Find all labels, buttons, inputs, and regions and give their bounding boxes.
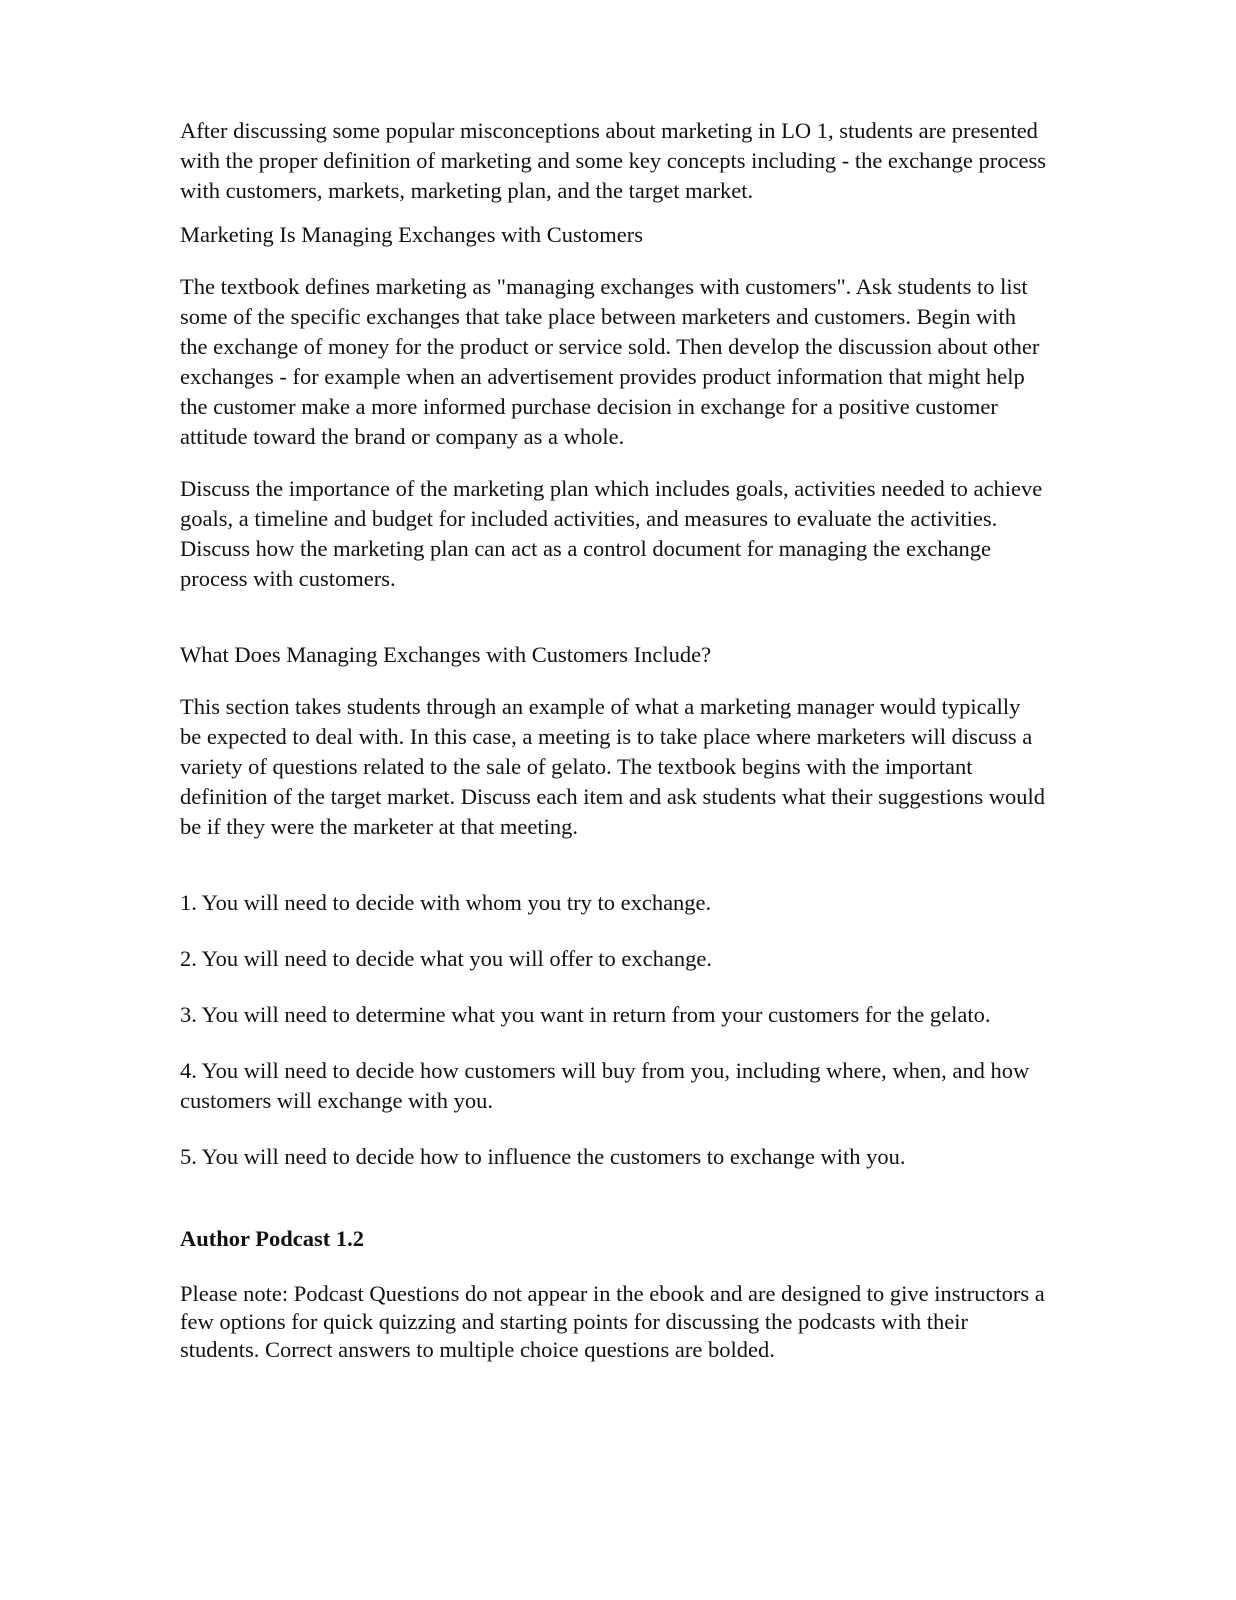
list-item: 5. You will need to decide how to influence the customers to exchange with you. [180, 1144, 906, 1169]
paragraph-gelato-example: This section takes students through an example of what a marketing manager would typically be expected to deal with. In this case, a meeting is to take place where marketers will discuss a variety of questions related to the sale of gelato. The textbook begins with the important definition of the target market. Discuss each item and ask students what their suggestions would be if they were the marketer at that meeting. [180, 694, 1046, 839]
list-item: 1. You will need to decide with whom you try to exchange. [180, 890, 712, 915]
intro-paragraph: After discussing some popular misconceptions about marketing in LO 1, students are presented with the proper definition of marketing and some key concepts including - the exchange process with customers, markets, marketing plan, and the target market. [180, 118, 1046, 203]
paragraph-marketing-definition: The textbook defines marketing as "managing exchanges with customers". Ask students to list some of the specific exchanges that take place between marketers and customers. Begin with the exchange of money for the product or service sold. Then develop the discussion about other exchanges - for example when an advertisement provides product information that might help the customer make a more informed purchase decision in exchange for a positive customer attitude toward the brand or company as a whole. [180, 274, 1040, 449]
podcast-note-paragraph: Please note: Podcast Questions do not appear in the ebook and are designed to give instructors a few options for quick quizzing and starting points for discussing the podcasts with their students. Correct answers to multiple choice questions are bolded. [180, 1281, 1045, 1362]
list-item: 4. You will need to decide how customers will buy from you, including where, when, and how customers will exchange with you. [180, 1058, 1030, 1113]
podcast-heading: Author Podcast 1.2 [180, 1226, 364, 1251]
section-heading-what-does-include: What Does Managing Exchanges with Customers Include? [180, 642, 712, 667]
document-page [180, 116, 1046, 1364]
paragraph-marketing-plan: Discuss the importance of the marketing plan which includes goals, activities needed to achieve goals, a timeline and budget for included activities, and measures to evaluate the activities. Discuss how the marketing plan can act as a control document for managing the exchange process with customers. [180, 476, 1043, 591]
list-item: 3. You will need to determine what you want in return from your customers for the gelato. [180, 1002, 991, 1027]
section-heading-managing-exchanges: Marketing Is Managing Exchanges with Customers [180, 222, 644, 247]
list-item: 2. You will need to decide what you will offer to exchange. [180, 946, 712, 971]
